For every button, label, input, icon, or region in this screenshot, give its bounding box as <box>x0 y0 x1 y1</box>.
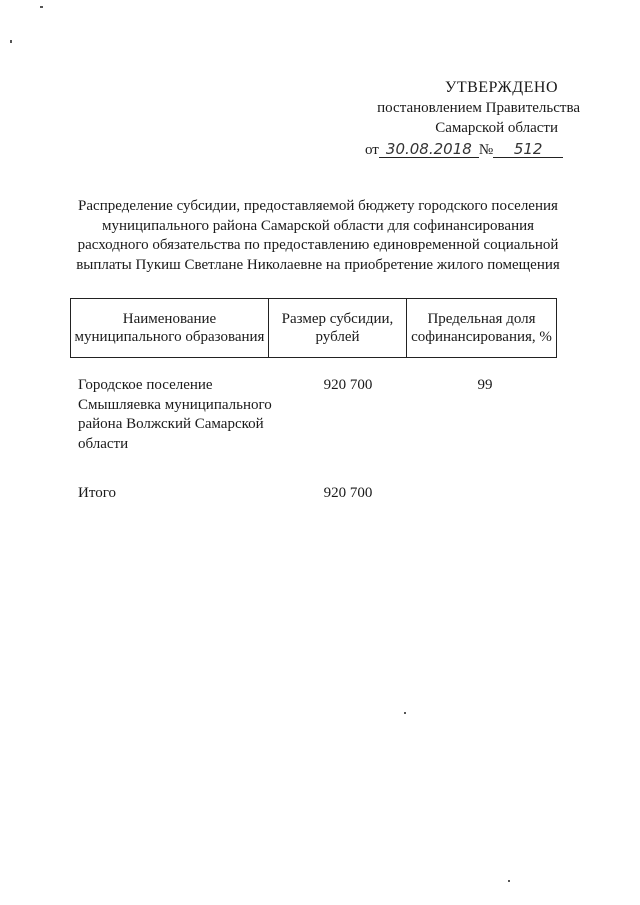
total-label: Итого <box>78 485 116 501</box>
scan-speck <box>508 880 510 882</box>
row-municipality-name: Городское поселение Смышляевка муниципального района Волжский Самарской области <box>78 377 272 452</box>
total-amount: 920 700 <box>323 485 373 501</box>
number-prefix: № <box>478 142 494 158</box>
approval-heading: УТВЕРЖДЕНО <box>444 79 558 96</box>
row-subsidy-amount: 920 700 <box>323 377 373 393</box>
approval-line-region: Самарской области <box>435 120 558 136</box>
scan-speck <box>40 6 43 8</box>
subsidy-table <box>70 298 557 501</box>
header-cofinancing-share: Предельная доля софинансирования, % <box>411 311 552 345</box>
scan-speck <box>404 712 406 714</box>
date-prefix: от <box>365 142 379 158</box>
row-cofinancing-share: 99 <box>477 377 493 393</box>
handwritten-number: 512 <box>493 141 563 158</box>
document-title: Распределение субсидии, предоставляемой бюджету городского поселения муниципального района Самарской области для софинансирования расходного обязательства по предоставлению единовременной социальной выплаты Пукиш Светлане Николаевне на приобретение жилого помещения <box>76 198 560 273</box>
approval-line-resolution: постановлением Правительства <box>377 100 580 116</box>
scan-speck <box>10 40 12 43</box>
approval-date-line <box>340 140 580 160</box>
approval-stamp <box>340 78 580 160</box>
header-municipality: Наименование муниципального образования <box>71 299 269 357</box>
handwritten-date: 30.08.2018 <box>379 141 479 158</box>
header-subsidy-amount: Размер субсидии, рублей <box>269 299 407 357</box>
table-header <box>70 298 557 358</box>
